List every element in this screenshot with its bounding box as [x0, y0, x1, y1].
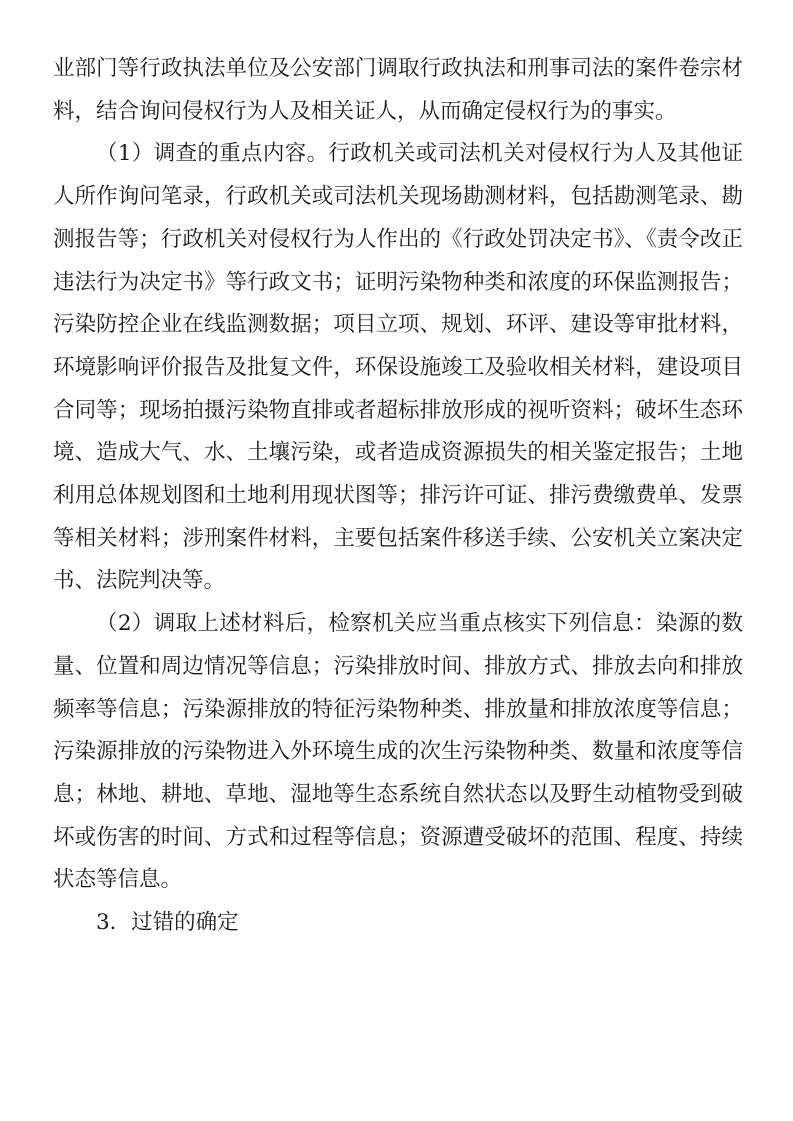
paragraph-investigation-focus: （1）调查的重点内容。行政机关或司法机关对侵权行为人及其他证人所作询问笔录，行政机关或司法机关现场勘测材料，包括勘测笔录、勘测报告等；行政机关对侵权行为人作出的《行政处罚决定书》、《责令改正违法行为决定书》等行政文书；证明污染物种类和浓度的环保监测报告；污染防控企业在线监测数据；项目立项、规划、环评、建设等审批材料，环境影响评价报告及批复文件，环保设施竣工及验收相关材料，建设项目合同等；现场拍摄污染物直排或者超标排放形成的视听资料；破坏生态环境、造成大气、水、土壤污染，或者造成资源损失的相关鉴定报告；土地利用总体规划图和土地利用现状图等；排污许可证、排污费缴费单、发票等相关材料；涉刑案件材料，主要包括案件移送手续、公安机关立案决定书、法院判决等。 — [53, 141, 743, 594]
section-heading: 3．过错的确定 — [96, 910, 239, 936]
paragraph-verification-info: （2）调取上述材料后，检察机关应当重点核实下列信息：染源的数量、位置和周边情况等信息；污染排放时间、排放方式、排放去向和排放频率等信息；污染源排放的特征污染物种类、排放量和排放浓度等信息；污染源排放的污染物进入外环境生成的次生污染物种类、数量和浓度等信息；林地、耕地、草地、湿地等生态系统自然状态以及野生动植物受到破坏或伤害的时间、方式和过程等信息；资源遭受破坏的范围、程度、持续状态等信息。 — [53, 611, 743, 893]
document-body — [53, 48, 743, 945]
paragraph-continuation: 业部门等行政执法单位及公安部门调取行政执法和刑事司法的案件卷宗材料，结合询问侵权行为人及相关证人，从而确定侵权行为的事实。 — [53, 56, 743, 124]
